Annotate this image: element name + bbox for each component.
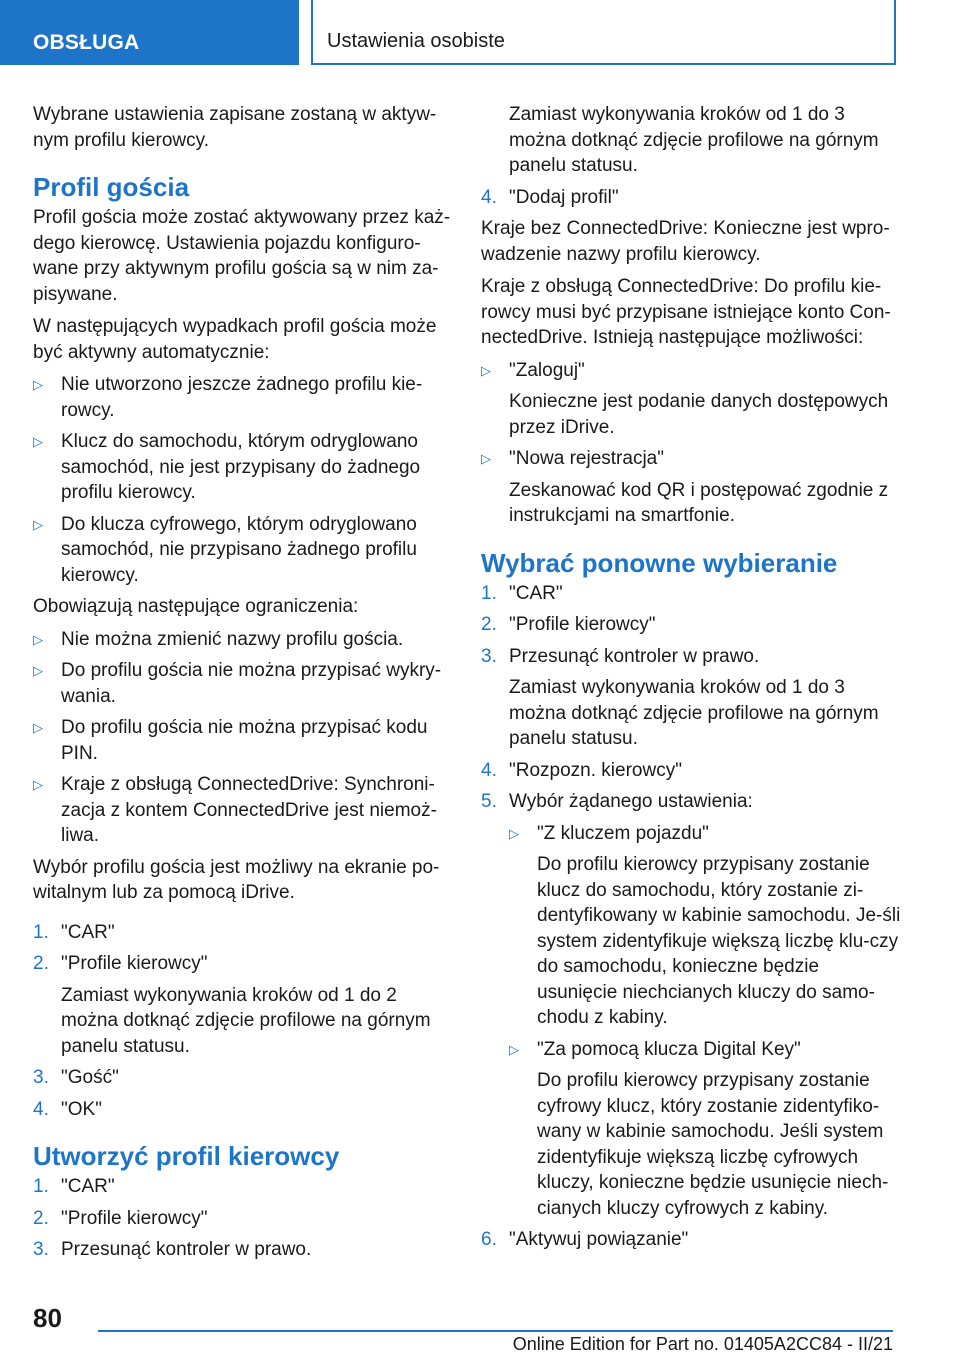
step-item: 1. "CAR" bbox=[481, 581, 901, 607]
step-item: 2. "Profile kierowcy" bbox=[33, 951, 451, 977]
footer-divider bbox=[98, 1330, 893, 1332]
intro-text: Wybrane ustawienia zapisane zostaną w aktyw-nym profilu kierowcy. bbox=[33, 104, 437, 151]
paragraph: Kraje bez ConnectedDrive: Konieczne jest wpro-wadzenie nazwy profilu kierowcy. bbox=[481, 218, 890, 265]
bullet-icon: ▷ bbox=[481, 362, 491, 378]
step-number: 4. bbox=[33, 1098, 49, 1120]
option-desc: Do profilu kierowcy przypisany zostanie cyfrowy klucz, który zostanie zidentyfiko-wany w kabinie samochodu. Jeśli system zidentyfikuje większą liczbę cyfrowych kluczy, konieczne będzie usunięcie niech-cianych kluczy cyfrowych z kabiny. bbox=[537, 1070, 889, 1219]
step-item: 2. "Profile kierowcy" bbox=[481, 612, 901, 638]
step-item: 5. Wybór żądanego ustawienia: bbox=[481, 789, 901, 815]
step-number: 1. bbox=[33, 921, 49, 943]
bullet-icon: ▷ bbox=[33, 516, 43, 532]
left-column bbox=[33, 102, 451, 1269]
step-number: 3. bbox=[33, 1067, 49, 1088]
list-item: ▷ Do klucza cyfrowego, którym odryglowano samochód, nie przypisano żadnego profilu kierowcy. bbox=[33, 513, 417, 586]
option-desc: Zeskanować kod QR i postępować zgodnie z instrukcjami na smartfonie. bbox=[509, 479, 889, 526]
bullet-icon: ▷ bbox=[33, 720, 43, 735]
chapter-tab bbox=[311, 0, 896, 65]
sub-list-item: ▷ "Za pomocą klucza Digital Key" bbox=[509, 1037, 901, 1063]
list-item: ▷ Do profilu gościa nie można przypisać kodu PIN. bbox=[33, 717, 428, 764]
heading-create-profile: Utworzyć profil kierowcy bbox=[33, 1141, 340, 1171]
step-item: 3. "Gość" bbox=[33, 1065, 451, 1091]
list-item: ▷ Klucz do samochodu, którym odryglowano samochód, nie jest przypisany do żadnego profilu kierowcy. bbox=[33, 431, 421, 503]
bullet-icon: ▷ bbox=[33, 377, 43, 392]
list-item: ▷ Kraje z obsługą ConnectedDrive: Synchroni-zacja z kontem ConnectedDrive jest niemoż-liwa. bbox=[33, 774, 437, 846]
step-note: Zamiast wykonywania kroków od 1 do 3 można dotknąć zdjęcie profilowe na górnym panelu statusu. bbox=[509, 104, 879, 176]
heading-redial: Wybrać ponowne wybieranie bbox=[481, 547, 838, 578]
bullet-icon: ▷ bbox=[509, 825, 519, 841]
list-item: ▷ "Nowa rejestracja" bbox=[481, 446, 901, 472]
step-note: Zamiast wykonywania kroków od 1 do 3 można dotknąć zdjęcie profilowe na górnym panelu statusu. bbox=[509, 677, 879, 749]
option-desc: Do profilu kierowcy przypisany zostanie klucz do samochodu, który zostanie zi-dentyfikowany w kabinie samochodu. Je-śli system zidentyfikuje większą liczbę klu-czy do samochodu, konieczne będzie usunięcie niechcianych kluczy do samo-chodu z kabiny. bbox=[537, 854, 901, 1028]
step-number: 2. bbox=[33, 1207, 49, 1229]
list-item: ▷ "Zaloguj" bbox=[481, 358, 901, 384]
paragraph: W następujących wypadkach profil gościa może być aktywny automatycznie: bbox=[33, 316, 437, 363]
bullet-icon: ▷ bbox=[33, 434, 43, 449]
step-number: 2. bbox=[481, 614, 497, 635]
option-desc: Konieczne jest podanie danych dostępowych przez iDrive. bbox=[509, 391, 889, 438]
step-item: 4. "Dodaj profil" bbox=[481, 185, 901, 211]
step-item: 6. "Aktywuj powiązanie" bbox=[481, 1227, 901, 1253]
step-number: 3. bbox=[33, 1239, 49, 1260]
step-number: 4. bbox=[481, 759, 497, 781]
step-item: 4. "OK" bbox=[33, 1097, 451, 1123]
step-number: 6. bbox=[481, 1229, 497, 1250]
chapter-title: Ustawienia osobiste bbox=[327, 30, 505, 52]
step-item: 4. "Rozpozn. kierowcy" bbox=[481, 758, 901, 784]
section-title: OBSŁUGA bbox=[33, 31, 140, 54]
paragraph: Wybór profilu gościa jest możliwy na ekranie po-witalnym lub za pomocą iDrive. bbox=[33, 856, 440, 903]
section-tab bbox=[0, 0, 299, 65]
step-number: 1. bbox=[33, 1176, 49, 1197]
step-number: 4. bbox=[481, 186, 497, 208]
step-number: 3. bbox=[481, 645, 497, 667]
bullet-icon: ▷ bbox=[509, 1041, 519, 1057]
page-number: 80 bbox=[33, 1303, 62, 1333]
step-item: 3. Przesunąć kontroler w prawo. bbox=[33, 1237, 451, 1263]
paragraph: Kraje z obsługą ConnectedDrive: Do profilu kie-rowcy musi być przypisane istniejące konto Con-nectedDrive. Istnieją następujące możliwości: bbox=[481, 276, 891, 348]
list-item: ▷ Nie można zmienić nazwy profilu gościa. bbox=[33, 627, 451, 653]
bullet-icon: ▷ bbox=[33, 663, 43, 678]
bullet-icon: ▷ bbox=[33, 777, 43, 792]
list-item: ▷ Do profilu gościa nie można przypisać wykry-wania. bbox=[33, 660, 442, 707]
sub-list-item: ▷ "Z kluczem pojazdu" bbox=[509, 821, 901, 847]
bullet-icon: ▷ bbox=[33, 631, 43, 647]
paragraph: Obowiązują następujące ograniczenia: bbox=[33, 596, 359, 617]
step-item: 3. Przesunąć kontroler w prawo. bbox=[481, 644, 901, 670]
step-number: 1. bbox=[481, 582, 497, 604]
step-number: 5. bbox=[481, 791, 497, 812]
step-item: 1. "CAR" bbox=[33, 1174, 451, 1200]
step-note: Zamiast wykonywania kroków od 1 do 2 można dotknąć zdjęcie profilowe na górnym panelu statusu. bbox=[61, 984, 431, 1057]
bullet-icon: ▷ bbox=[481, 451, 491, 466]
step-number: 2. bbox=[33, 953, 49, 974]
heading-guest-profile: Profil gościa bbox=[33, 172, 190, 202]
paragraph: Profil gościa może zostać aktywowany przez każ-dego kierowcę. Ustawienia pojazdu konfiguro-wane przy aktywnym profilu gościa są w nim za-pisywane. bbox=[33, 207, 451, 305]
footer-edition: Online Edition for Part no. 01405A2CC84 - II/21 bbox=[512, 1334, 893, 1354]
step-item: 2. "Profile kierowcy" bbox=[33, 1206, 451, 1232]
list-item: ▷ Nie utworzono jeszcze żadnego profilu kie-rowcy. bbox=[33, 374, 423, 421]
right-column bbox=[481, 102, 901, 1259]
step-item: 1. "CAR" bbox=[33, 920, 451, 946]
